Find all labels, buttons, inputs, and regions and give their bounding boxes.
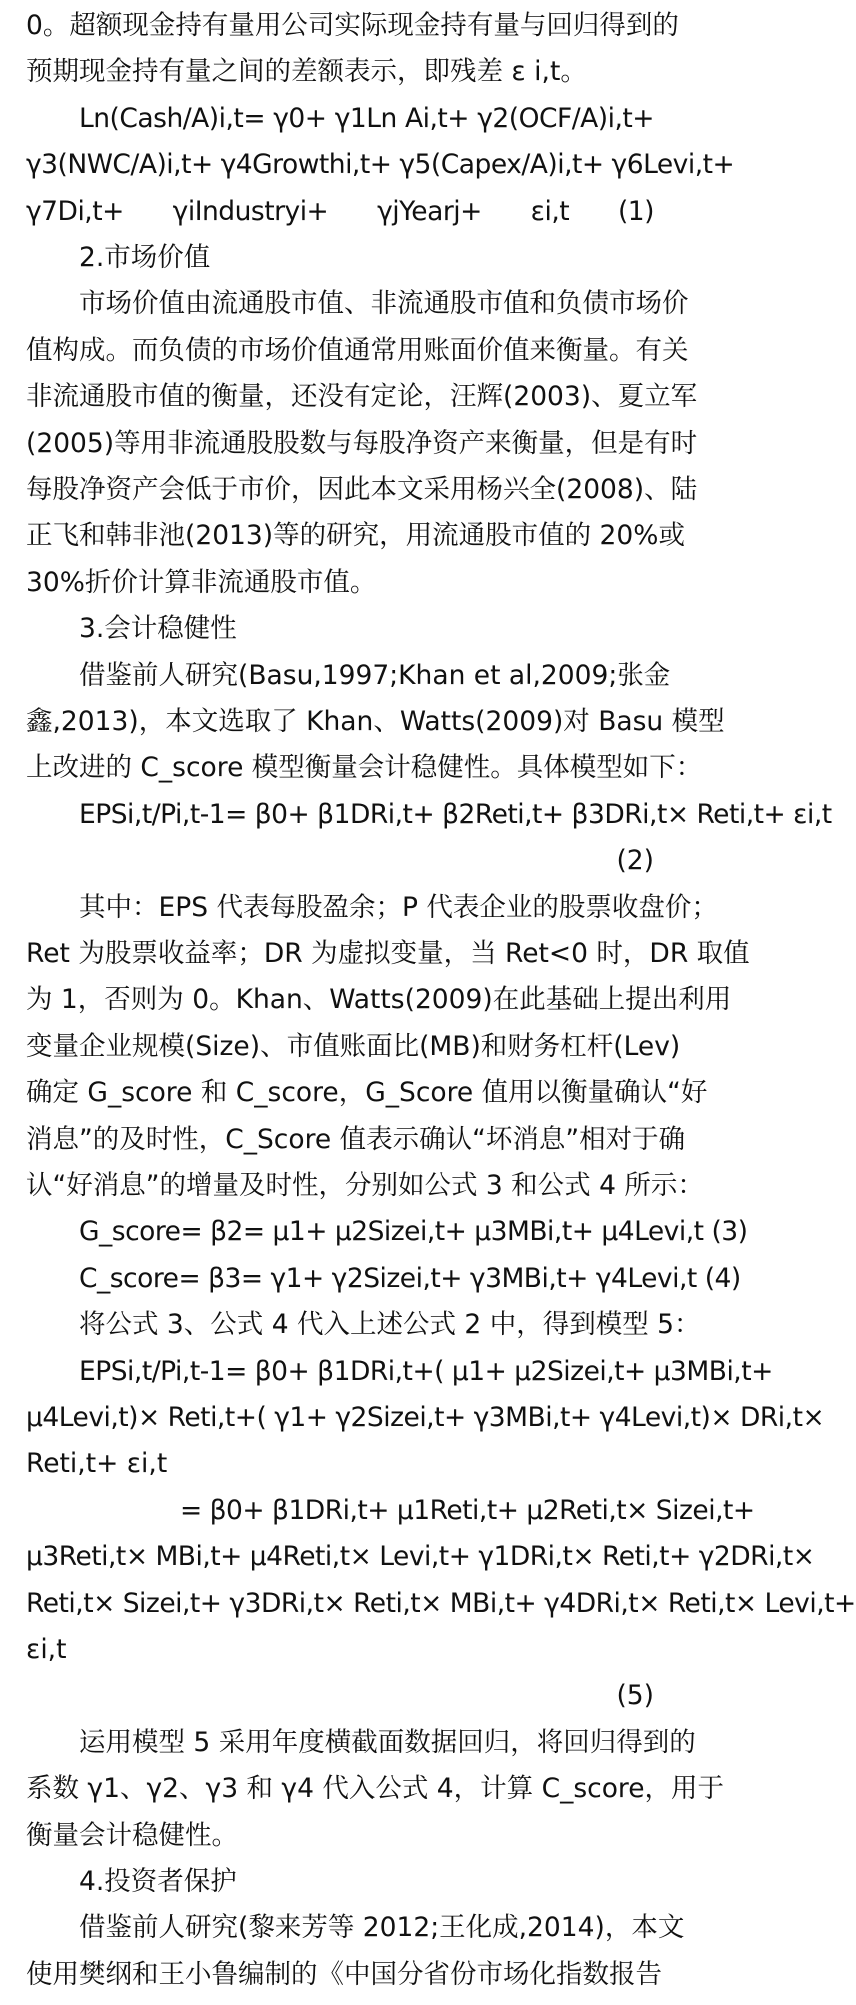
text-line: μ4Levi,t)× Reti,t+( γ1+ γ2Sizei,t+ γ3MBi,t+ γ4Levi,t)× DRi,t×: [26, 1402, 825, 1433]
text-line: 上改进的 C_score 模型衡量会计稳健性。具体模型如下：: [26, 752, 703, 784]
text-line: 非流通股市值的衡量，还没有定论，汪辉(2003)、夏立军: [26, 381, 698, 413]
text-line: 2.市场价值: [79, 242, 211, 273]
text-line: 正飞和韩非池(2013)等的研究，用流通股市值的 20%或: [26, 520, 685, 552]
text-line: C_score= β3= γ1+ γ2Sizei,t+ γ3MBi,t+ γ4Levi,t (4): [79, 1262, 741, 1294]
text-line: 使用樊纲和王小鲁编制的《中国分省份市场化指数报告: [26, 1958, 662, 1990]
text-line: 确定 G_score 和 C_score，G_Score 值用以衡量确认“好: [26, 1077, 708, 1109]
text-line: 3.会计稳健性: [79, 613, 237, 645]
text-line: 值构成。而负债的市场价值通常用账面价值来衡量。有关: [26, 334, 689, 366]
text-line: 其中：EPS 代表每股盈余；P 代表企业的股票收盘价；: [79, 891, 718, 923]
text-line: 鑫,2013)，本文选取了 Khan、Watts(2009)对 Basu 模型: [26, 706, 725, 737]
text-line: 市场价值由流通股市值、非流通股市值和负债市场价: [79, 288, 689, 320]
text-line: 衡量会计稳健性。: [26, 1819, 238, 1851]
text-line: γ7Di,t+ γiIndustryi+ γjYearj+ εi,t (1): [26, 195, 654, 227]
text-line: (5): [616, 1680, 654, 1712]
text-line: 借鉴前人研究(Basu,1997;Khan et al,2009;张金: [79, 659, 671, 691]
text-line: 将公式 3、公式 4 代入上述公式 2 中，得到模型 5：: [79, 1309, 701, 1341]
text-line: Reti,t+ εi,t: [26, 1448, 168, 1480]
text-line: = β0+ β1DRi,t+ μ1Reti,t+ μ2Reti,t× Sizei,t+: [180, 1494, 755, 1526]
text-line: 运用模型 5 采用年度横截面数据回归，将回归得到的: [79, 1726, 696, 1758]
text-line: μ3Reti,t× MBi,t+ μ4Reti,t× Levi,t+ γ1DRi,t× Reti,t+ γ2DRi,t×: [26, 1541, 815, 1573]
text-line: EPSi,t/Pi,t-1= β0+ β1DRi,t+ β2Reti,t+ β3DRi,t× Reti,t+ εi,t: [79, 798, 832, 830]
text-line: 认“好消息”的增量及时性，分别如公式 3 和公式 4 所示：: [26, 1170, 704, 1201]
text-line: γ3(NWC/A)i,t+ γ4Growthi,t+ γ5(Capex/A)i,t+ γ6Levi,t+: [26, 149, 735, 181]
text-line: 为 1，否则为 0。Khan、Watts(2009)在此基础上提出利用: [26, 984, 732, 1016]
text-line: Ln(Cash/A)i,t= γ0+ γ1Ln Ai,t+ γ2(OCF/A)i,t+: [79, 102, 654, 134]
text-line: 系数 γ1、γ2、γ3 和 γ4 代入公式 4，计算 C_score，用于: [26, 1773, 725, 1805]
text-line: 消息”的及时性，C_Score 值表示确认“坏消息”相对于确: [26, 1123, 686, 1155]
text-line: 4.投资者保护: [79, 1866, 237, 1897]
text-line: 30%折价计算非流通股市值。: [26, 566, 377, 598]
text-line: Reti,t× Sizei,t+ γ3DRi,t× Reti,t× MBi,t+ γ4DRi,t× Reti,t× Levi,t+: [26, 1587, 856, 1619]
text-line: (2): [616, 845, 654, 877]
text-line: 预期现金持有量之间的差额表示，即残差 ε i,t。: [26, 56, 587, 88]
text-line: εi,t: [26, 1634, 67, 1665]
text-line: 每股净资产会低于市价，因此本文采用杨兴全(2008)、陆: [26, 474, 698, 505]
text-line: 借鉴前人研究(黎来芳等 2012;王化成,2014)，本文: [79, 1912, 685, 1944]
text-line: (2005)等用非流通股股数与每股净资产来衡量，但是有时: [26, 427, 698, 459]
text-line: EPSi,t/Pi,t-1= β0+ β1DRi,t+( μ1+ μ2Sizei,t+ μ3MBi,t+: [79, 1355, 773, 1387]
text-line: G_score= β2= μ1+ μ2Sizei,t+ μ3MBi,t+ μ4Levi,t (3): [79, 1216, 748, 1248]
text-line: 0。超额现金持有量用公司实际现金持有量与回归得到的: [26, 10, 679, 41]
text-line: Ret 为股票收益率；DR 为虚拟变量，当 Ret<0 时，DR 取值: [26, 938, 750, 969]
text-line: 变量企业规模(Size)、市值账面比(MB)和财务杠杆(Lev): [26, 1030, 681, 1062]
